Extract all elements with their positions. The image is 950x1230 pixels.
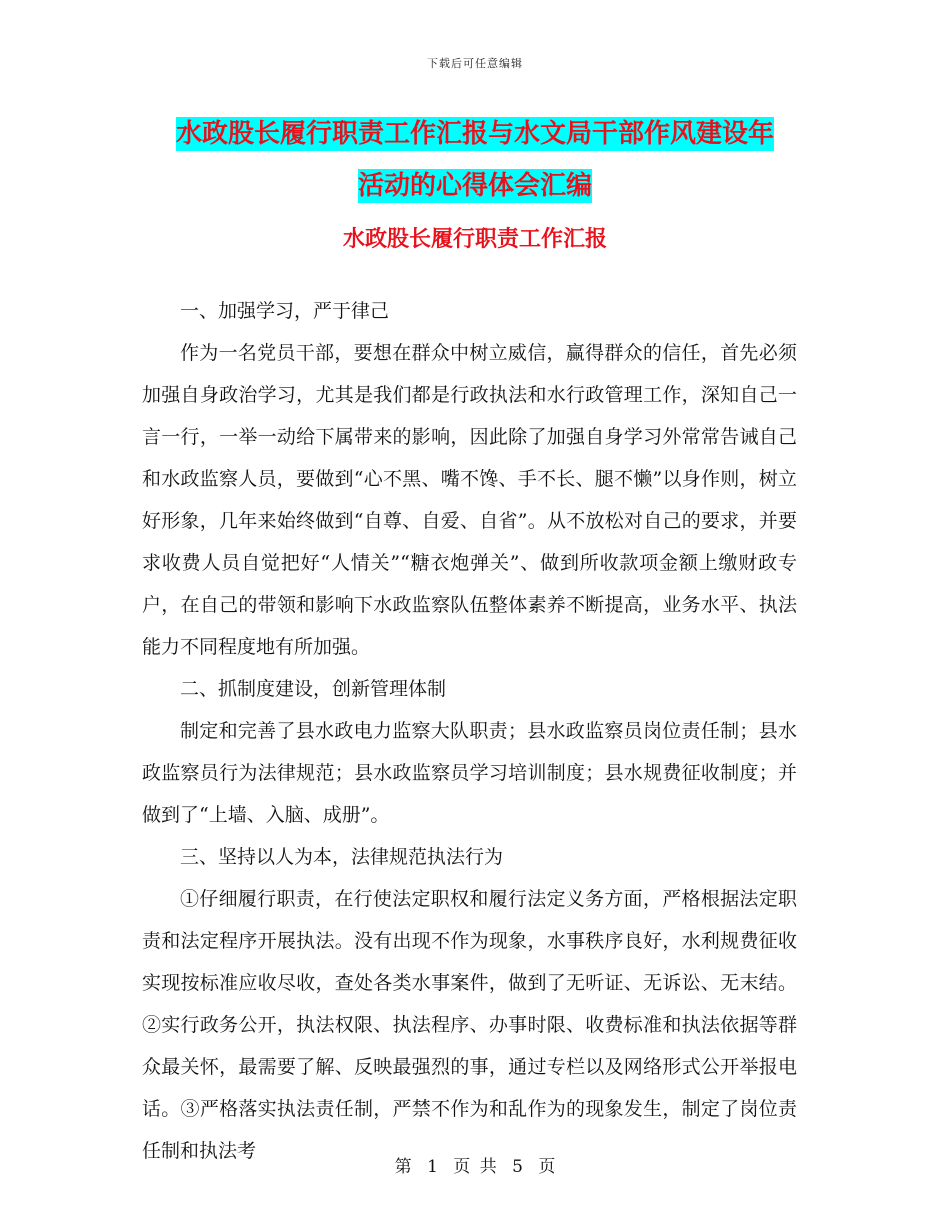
footer-prefix: 第 (394, 1157, 412, 1177)
footer-middle: 页 共 (453, 1157, 497, 1177)
document-body (142, 290, 797, 1172)
title-line-2: 活动的心得体会汇编 (357, 171, 592, 201)
heading-law: 三、坚持以人为本，法律规范执法行为 (180, 846, 504, 868)
document-title (110, 108, 840, 212)
heading-study: 一、加强学习，严于律己 (180, 300, 390, 322)
footer-suffix: 页 (538, 1157, 556, 1177)
paragraph: 作为一名党员干部，要想在群众中树立威信，赢得群众的信任，首先必须加强自身政治学习，尤其是我们都是行政执法和水行政管理工作，深知自己一言一行，一举一动给下属带来的影响，因此除了加强自身学习外常常告诫自己和水政监察人员，要做到“心不黑、嘴不馋、手不长、腿不懒”以身作则，树立好形象，几年来始终做到“自尊、自爱、自省”。从不放松对自己的要求，并要求收费人员自觉把好“人情关”“糖衣炮弹关”、做到所收款项金额上缴财政专户，在自己的带领和影响下水政监察队伍整体素养不断提高，业务水平、执法能力不同程度地有所加强。 (142, 342, 797, 658)
paragraph: 制定和完善了县水政电力监察大队职责；县水政监察员岗位责任制；县水政监察员行为法律规范；县水政监察员学习培训制度；县水规费征收制度；并做到了“上墙、入脑、成册”。 (142, 720, 797, 826)
section-title: 水政股长履行职责工作汇报 (342, 227, 607, 252)
paragraph: ①仔细履行职责，在行使法定职权和履行法定义务方面，严格根据法定职责和法定程序开展执法。没有出现不作为现象，水事秩序良好，水利规费征收实现按标准应收尽收，查处各类水事案件，做到了无听证、无诉讼、无末结。②实行政务公开，执法权限、执法程序、办事时限、收费标准和执法依据等群众最关怀，最需要了解、反映最强烈的事，通过专栏以及网络形式公开举报电话。③严格落实执法责任制，严禁不作为和乱作为的现象发生，制定了岗位责任制和执法考 (142, 888, 797, 1162)
page-footer (0, 1152, 950, 1177)
heading-system: 二、抓制度建设，创新管理体制 (180, 678, 447, 700)
title-line-1: 水政股长履行职责工作汇报与水文局干部作风建设年 (175, 119, 774, 149)
page-total: 5 (512, 1157, 523, 1177)
header-note: 下载后可任意编辑 (427, 57, 523, 70)
page-number: 1 (427, 1157, 438, 1177)
